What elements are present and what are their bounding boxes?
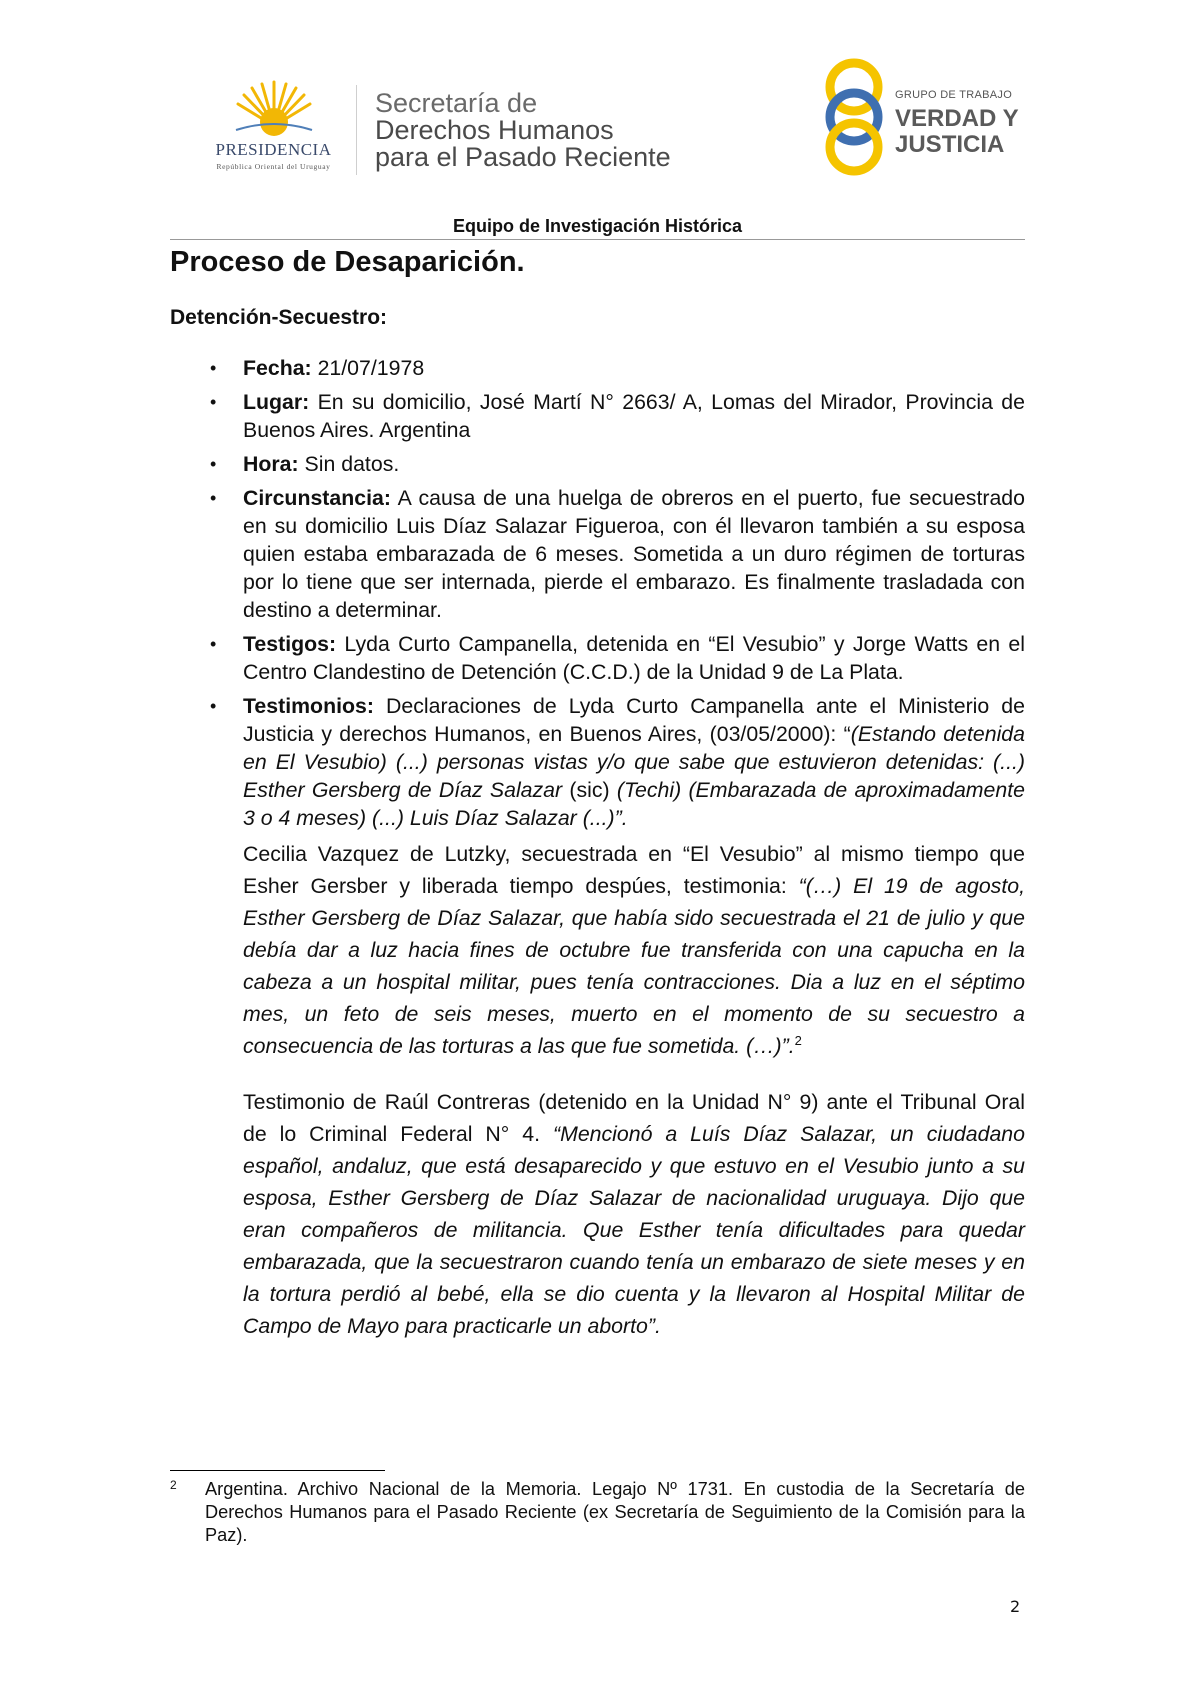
testimonio-quote-a: (Estando detenida en El Vesubio) (...) personas vistas y/o que sabe que estuvieron detenidas: (...) Esther Gersberg de Díaz Salazar xyxy=(243,722,1025,802)
header-divider xyxy=(356,85,357,175)
section-heading: Detención-Secuestro: xyxy=(170,306,388,329)
presidencia-subtitle: República Oriental del Uruguay xyxy=(216,162,331,171)
contreras-intro: Testimonio de Raúl Contreras (detenido en la Unidad N° 9) ante el Tribunal Oral de lo Criminal Federal N° 4. xyxy=(243,1090,1025,1146)
bullet-icon: • xyxy=(210,696,217,716)
page-header xyxy=(0,0,1190,200)
grupo-trabajo-line-1: VERDAD Y xyxy=(895,105,1019,132)
testimonio-lutzky xyxy=(243,838,1025,1062)
testigos-label: Testigos: xyxy=(243,632,337,656)
document-title: Proceso de Desaparición. xyxy=(170,246,525,278)
bullet-icon: • xyxy=(210,488,217,508)
bullet-icon: • xyxy=(210,454,217,474)
page-number: 2 xyxy=(1010,1597,1021,1616)
bullet-icon: • xyxy=(210,358,217,378)
circunstancia-value: A causa de una huelga de obreros en el puerto, fue secuestrado en su domicilio Luis Díaz Salazar Figueroa, con él llevaron también a su esposa quien estaba embarazada de 6 meses. Sometida a un duro régimen de torturas por lo tiene que ser internada, pierde el embarazo. Es finalmente trasladada con destino a determinar. xyxy=(243,486,1025,622)
interlocking-rings-icon xyxy=(820,55,892,180)
list-item-circunstancia xyxy=(170,484,1025,624)
grupo-trabajo-line-2: JUSTICIA xyxy=(895,131,1005,158)
secretaria-line-3: para el Pasado Reciente xyxy=(375,142,671,172)
lugar-label: Lugar: xyxy=(243,390,310,414)
list-item-fecha xyxy=(170,354,1025,382)
sic-note: (sic) xyxy=(562,778,617,802)
contreras-quote: “Mencionó a Luís Díaz Salazar, un ciudadano español, andaluz, que está desaparecido y que estuvo en el Vesubio junto a su esposa, Esther Gersberg de Díaz Salazar de nacionalidad uruguaya. Dijo que eran compañeros de militancia. Que Esther tenía dificultades para quedar embarazada, que la secuestraron cuando tenía un embarazo de siete meses y en la tortura perdió al bebé, ella se dio cuenta y la llevaron al Hospital Militar de Campo de Mayo para practicarle un aborto”. xyxy=(243,1122,1025,1338)
footnote-number: 2 xyxy=(170,1478,177,1492)
list-item-testimonios xyxy=(170,692,1025,1342)
lutzky-intro: Cecilia Vazquez de Lutzky, secuestrada en “El Vesubio” al mismo tiempo que Esher Gersber y liberada tiempo despúes, testimonia: xyxy=(243,842,1025,898)
fecha-label: Fecha: xyxy=(243,356,312,380)
grupo-trabajo-logo xyxy=(820,55,1040,180)
testimonio-quote-b: (Techi) (Embarazada de aproximadamente 3 o 4 meses) (...) Luis Díaz Salazar (...)”. xyxy=(243,778,1026,830)
team-title: Equipo de Investigación Histórica xyxy=(452,216,743,236)
testigos-value: Lyda Curto Campanella, detenida en “El Vesubio” y Jorge Watts en el Centro Clandestino de Detención (C.C.D.) de la Unidad 9 de La Plata. xyxy=(243,632,1025,684)
bullet-icon: • xyxy=(210,634,217,654)
footnote-text: Argentina. Archivo Nacional de la Memoria. Legajo Nº 1731. En custodia de la Secretaría de Derechos Humanos para el Pasado Reciente (ex Secretaría de Seguimiento de la Comisión para la Paz). xyxy=(205,1479,1025,1545)
secretaria-line-2: Derechos Humanos xyxy=(375,115,614,145)
list-item-testigos xyxy=(170,630,1025,686)
list-item-hora xyxy=(170,450,1025,478)
sun-emblem-icon xyxy=(234,78,314,138)
lutzky-quote: “(…) El 19 de agosto, Esther Gersberg de Díaz Salazar, que había sido secuestrada el 21 de julio y que debía dar a luz hacia fines de octubre fue transferida con una capucha en la cabeza a un hospital militar, pues tenía contracciones. Dia a luz en el séptimo mes, un feto de seis meses, muerto en el momento de su secuestro a consecuencia de las torturas a las que fue sometida. (…)”. xyxy=(243,874,1025,1058)
fecha-value: 21/07/1978 xyxy=(311,356,425,380)
detention-details-list xyxy=(170,354,1025,1342)
lugar-value: En su domicilio, José Martí N° 2663/ A, Lomas del Mirador, Provincia de Buenos Aires. Argentina xyxy=(243,390,1025,442)
footnote-separator xyxy=(170,1470,385,1471)
hora-label: Hora: xyxy=(243,452,299,476)
document-body xyxy=(170,242,1025,1348)
list-item-lugar xyxy=(170,388,1025,444)
testimonios-intro: Declaraciones de Lyda Curto Campanella ante el Ministerio de Justicia y derechos Humanos, en Buenos Aires, (03/05/2000): “ xyxy=(243,694,1025,746)
header-rule xyxy=(170,239,1025,240)
footnote-ref[interactable]: 2 xyxy=(794,1032,802,1048)
testimonios-label: Testimonios: xyxy=(243,694,374,718)
secretaria-line-1: Secretaría de xyxy=(375,88,538,118)
presidencia-logo xyxy=(196,78,351,178)
hora-value: Sin datos. xyxy=(298,452,400,476)
presidencia-name: PRESIDENCIA xyxy=(215,140,332,159)
grupo-trabajo-caption: GRUPO DE TRABAJO xyxy=(895,89,1013,101)
secretaria-logo-text xyxy=(375,90,671,171)
circunstancia-label: Circunstancia: xyxy=(243,486,391,510)
bullet-icon: • xyxy=(210,392,217,412)
testimonio-contreras xyxy=(243,1086,1025,1342)
